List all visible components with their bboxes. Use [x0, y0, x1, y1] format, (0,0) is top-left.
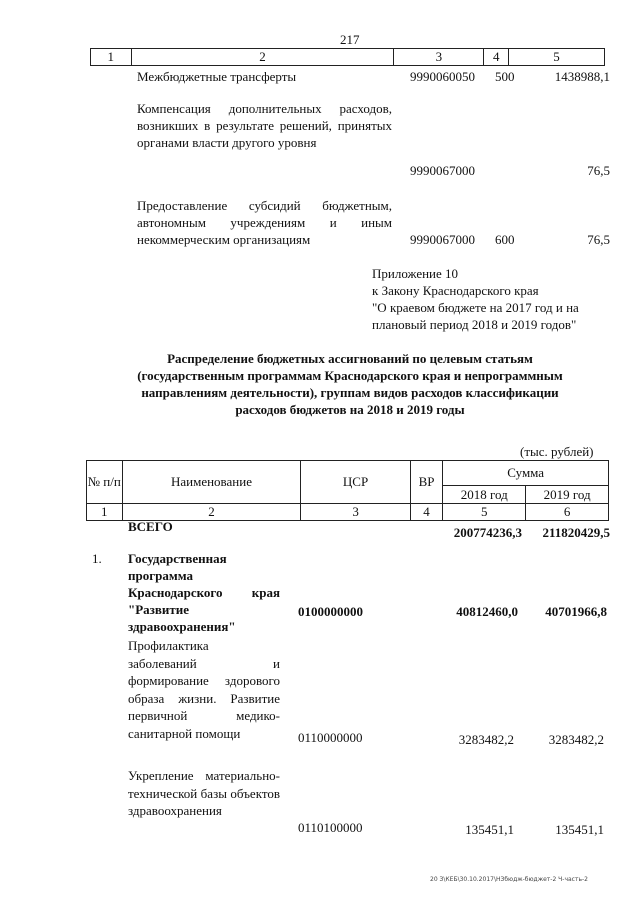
- col-2019-header: 2019 год: [526, 486, 609, 504]
- top-table-header: [90, 48, 605, 66]
- col-2018-header: 2018 год: [443, 486, 526, 504]
- col-sum-header: Сумма: [443, 461, 609, 486]
- document-title: [90, 350, 610, 418]
- appendix-line-1: Приложение 10: [372, 266, 459, 281]
- page-number: 217: [340, 32, 360, 47]
- main-table-header: [86, 460, 609, 521]
- appendix-line-3: "О краевом бюджете на 2017 год и на: [372, 300, 579, 315]
- row-2-2018: 3283482,2: [458, 732, 514, 747]
- top-col-3: 3: [394, 49, 484, 66]
- col-num-header: № п/п: [87, 461, 123, 504]
- index-3: 3: [301, 504, 410, 521]
- row-3-2019: 135451,1: [555, 822, 604, 837]
- units-label: (тыс. рублей): [520, 444, 594, 459]
- index-4: 4: [410, 504, 443, 521]
- top-row-3-csr: 9990067000: [410, 232, 475, 247]
- col-name-header: Наименование: [122, 461, 301, 504]
- col-vr-header: ВР: [410, 461, 443, 504]
- row-2-name: Профилактика заболеваний и формирование здорового образа жизни. Развитие первичной медико-санитарной помощи: [128, 638, 280, 741]
- top-col-2: 2: [131, 49, 394, 66]
- title-line-3: направлениям деятельности), группам видов расходов классификации: [141, 385, 559, 400]
- index-1: 1: [87, 504, 123, 521]
- row-1-2019: 40701966,8: [545, 604, 607, 619]
- appendix-line-4: плановый период 2018 и 2019 годов": [372, 317, 577, 332]
- top-row-1-vr: 500: [495, 69, 515, 84]
- footer-path: 20 З\КЕБ\30.10.2017\НЗбюдж-бюджет-2 Ч-часть-2: [430, 876, 588, 883]
- appendix-block: [372, 265, 632, 333]
- top-row-3-name: Предоставление субсидий бюджетным, автономным учреждениям и иным некоммерческим организациям: [137, 198, 392, 247]
- top-row-1-csr: 9990060050: [410, 69, 475, 84]
- row-3-name: Укрепление материально-технической базы объектов здравоохранения: [128, 768, 280, 818]
- top-row-2-sum: 76,5: [587, 163, 610, 178]
- top-row-2-csr: 9990067000: [410, 163, 475, 178]
- top-row-1-sum: 1438988,1: [554, 69, 610, 84]
- row-1-csr: 0100000000: [298, 604, 363, 619]
- top-row-3-sum: 76,5: [587, 232, 610, 247]
- index-6: 6: [526, 504, 609, 521]
- top-col-5: 5: [509, 49, 605, 66]
- top-row-3-vr: 600: [495, 232, 515, 247]
- top-row-2-name: Компенсация дополнительных расходов, возникших в результате решений, принятых органами власти другого уровня: [137, 101, 392, 150]
- title-line-4: расходов бюджетов на 2018 и 2019 годы: [235, 402, 465, 417]
- total-2019: 211820429,5: [542, 525, 610, 540]
- row-3-2018: 135451,1: [465, 822, 514, 837]
- top-col-4: 4: [484, 49, 509, 66]
- row-1-num: 1.: [92, 551, 102, 566]
- top-col-1: 1: [91, 49, 132, 66]
- index-5: 5: [443, 504, 526, 521]
- row-1-2018: 40812460,0: [456, 604, 518, 619]
- row-2-csr: 0110000000: [298, 730, 363, 745]
- total-2018: 200774236,3: [453, 525, 522, 540]
- row-2-2019: 3283482,2: [548, 732, 604, 747]
- index-2: 2: [122, 504, 301, 521]
- top-row-1-name: Межбюджетные трансферты: [137, 69, 297, 84]
- row-1-name: Государственная программа Краснодарского края "Развитие здравоохранения": [128, 551, 280, 634]
- title-line-2: (государственным программам Краснодарского края и непрограммным: [137, 368, 563, 383]
- col-csr-header: ЦСР: [301, 461, 410, 504]
- total-label: ВСЕГО: [128, 519, 173, 534]
- appendix-line-2: к Закону Краснодарского края: [372, 283, 539, 298]
- title-line-1: Распределение бюджетных ассигнований по целевым статьям: [167, 351, 533, 366]
- row-3-csr: 0110100000: [298, 820, 363, 835]
